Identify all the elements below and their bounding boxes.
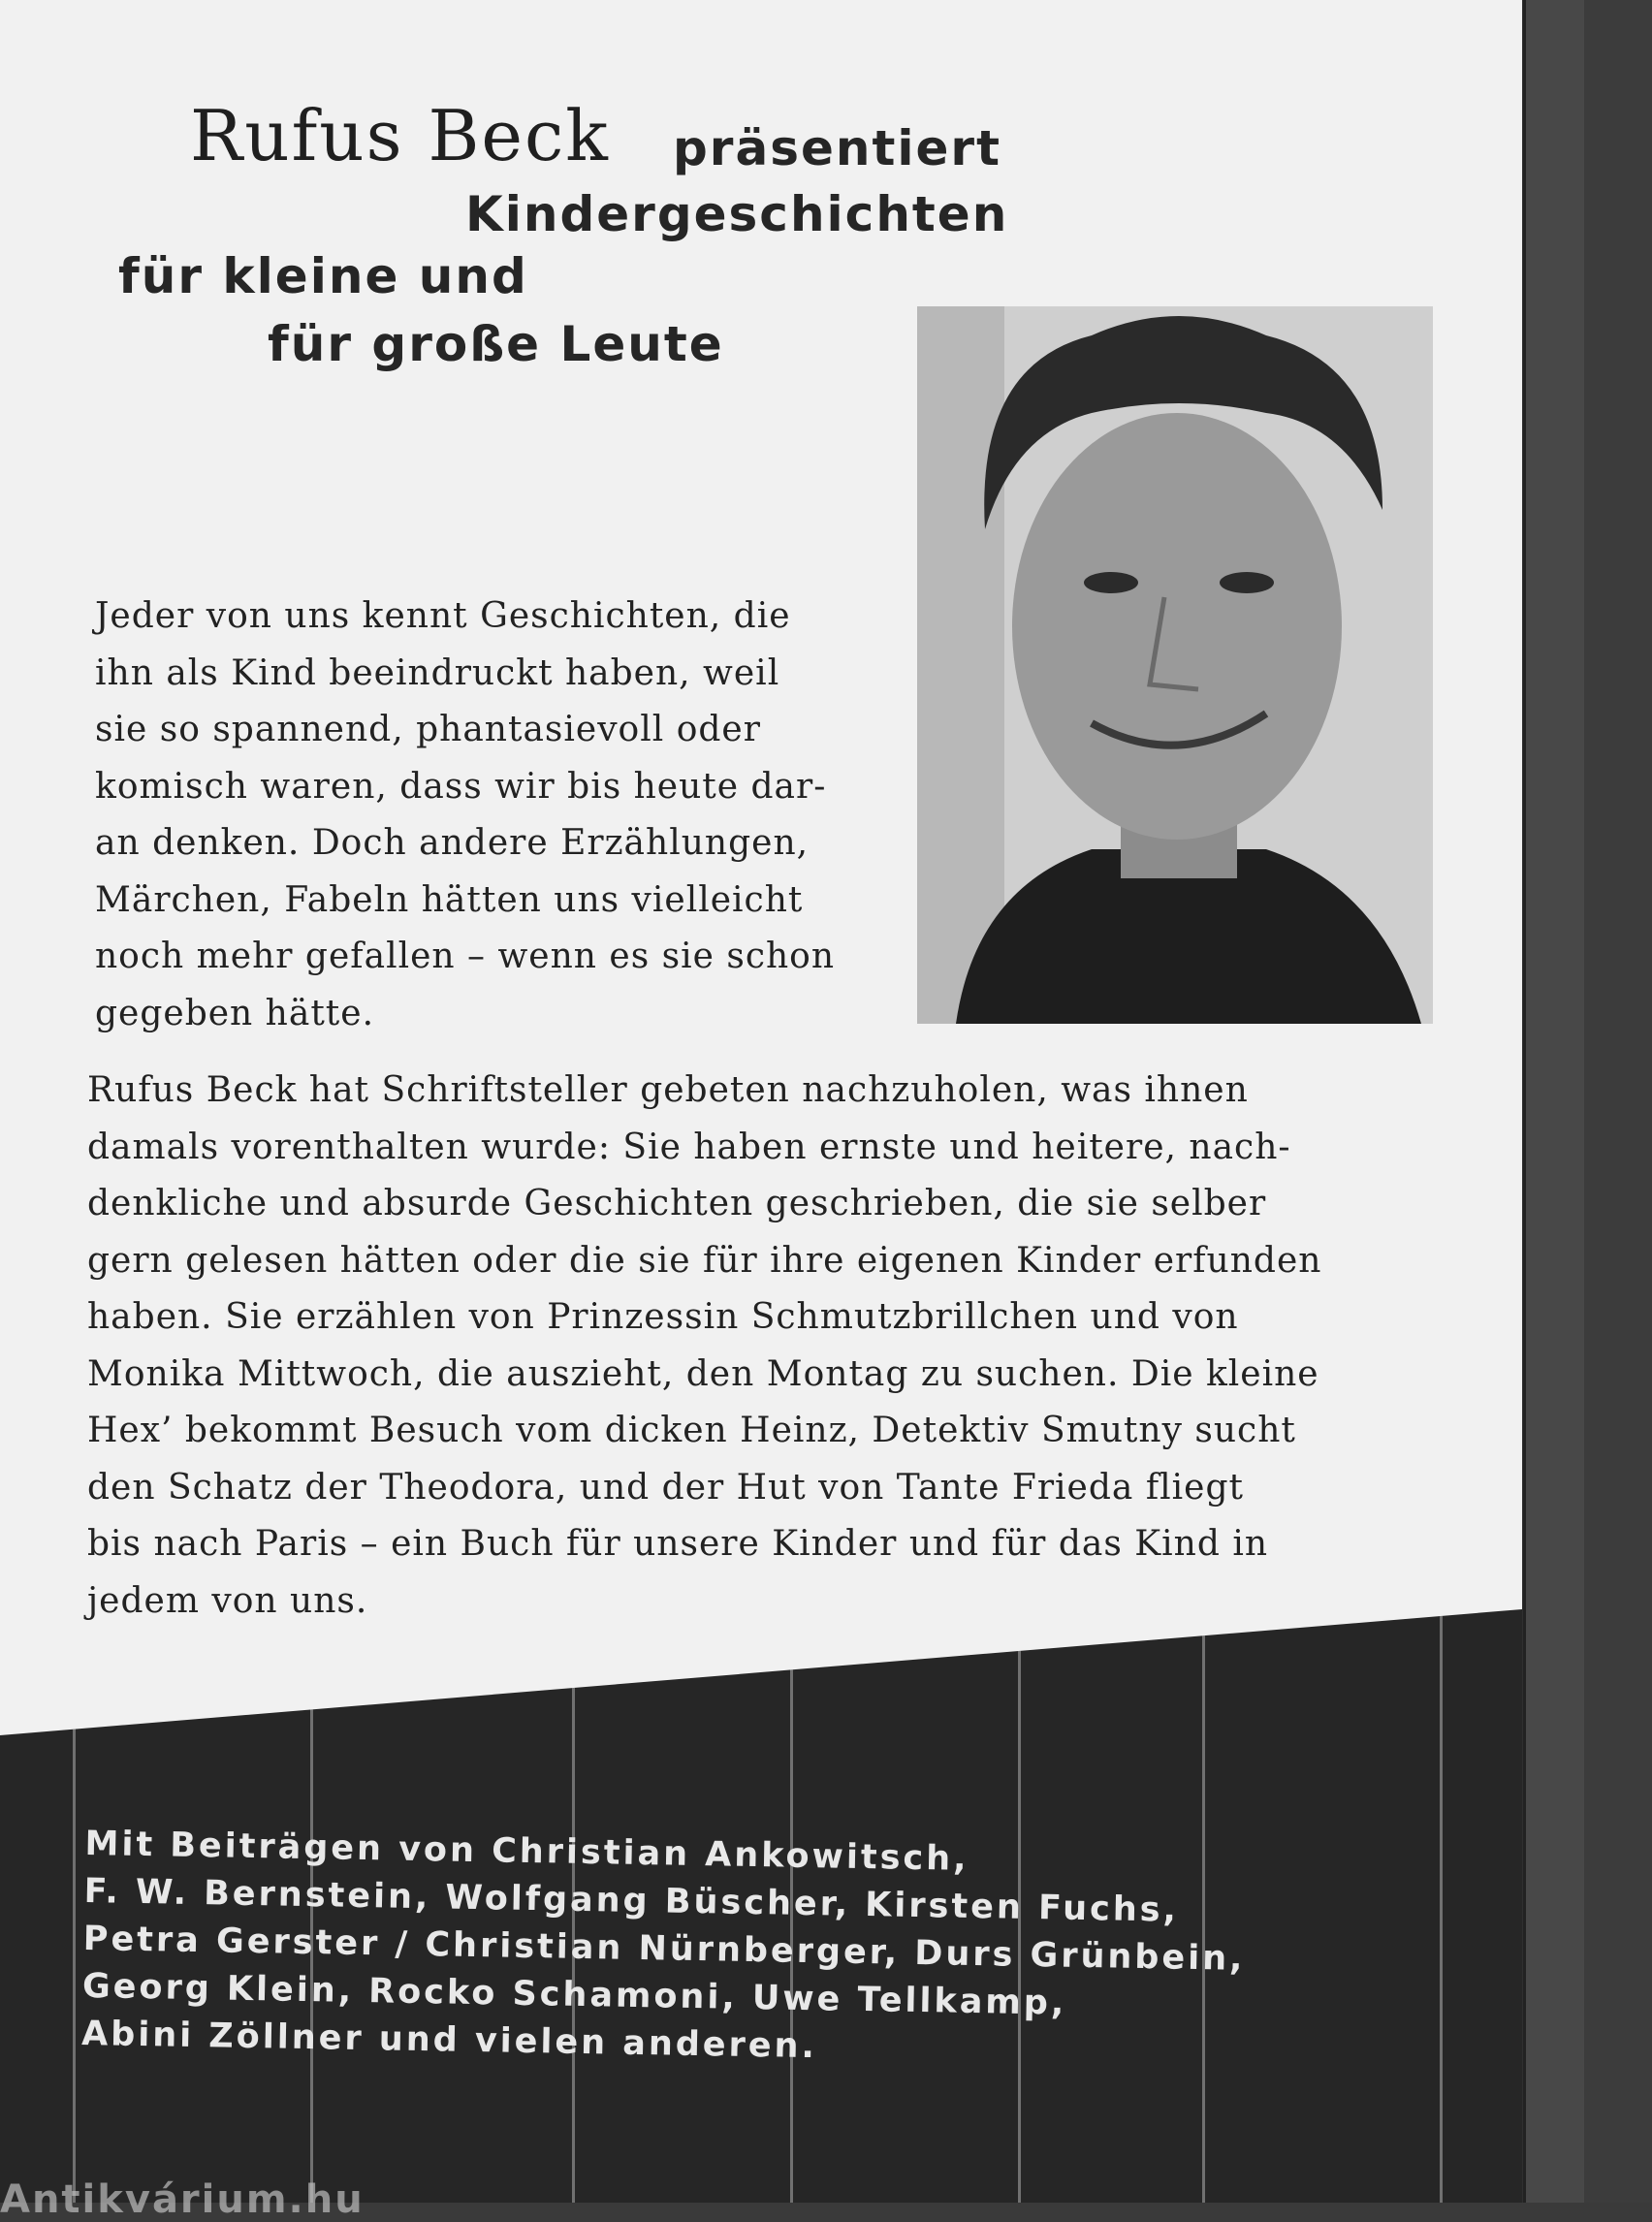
- title-line-3: für kleine und: [118, 248, 528, 304]
- description-line: den Schatz der Theodora, und der Hut von Tante Frieda fliegt: [87, 1467, 1244, 1508]
- intro-line: Jeder von uns kennt Geschichten, die: [95, 596, 791, 636]
- stripe: [73, 1726, 76, 2203]
- book-spine-edge: [1523, 0, 1652, 2203]
- contributors-line: Abini Zöllner und vielen anderen.: [80, 2014, 818, 2067]
- title-line-1: präsentiert: [673, 120, 1001, 176]
- description-line: bis nach Paris – ein Buch für unsere Kinder und für das Kind in: [87, 1524, 1269, 1564]
- description-line: jedem von uns.: [87, 1580, 368, 1621]
- intro-line: noch mehr gefallen – wenn es sie schon: [95, 936, 836, 976]
- intro-line: sie so spannend, phantasievoll oder: [95, 710, 761, 749]
- portrait-illustration: [917, 306, 1433, 1024]
- title-line-4: für große Leute: [268, 316, 724, 372]
- intro-line: Märchen, Fabeln hätten uns vielleicht: [95, 879, 804, 920]
- description-line: damals vorenthalten wurde: Sie haben ernste und heitere, nach-: [87, 1127, 1291, 1167]
- description-line: Monika Mittwoch, die auszieht, den Montag zu suchen. Die kleine: [87, 1353, 1319, 1394]
- author-name: Rufus Beck: [190, 95, 610, 176]
- intro-line: ihn als Kind beeindruckt haben, weil: [95, 652, 780, 693]
- contributors-line: Petra Gerster / Christian Nürnberger, Durs Grünbein,: [82, 1919, 1246, 1979]
- contributors-line: Georg Klein, Rocko Schamoni, Uwe Tellkamp,: [81, 1966, 1067, 2023]
- intro-line: gegeben hätte.: [95, 993, 375, 1033]
- stripe: [1440, 1613, 1443, 2203]
- description-paragraph: [87, 1063, 1321, 1630]
- description-line: Hex’ bekommt Besuch vom dicken Heinz, Detektiv Smutny sucht: [87, 1411, 1296, 1450]
- description-line: denkliche und absurde Geschichten geschrieben, die sie selber: [87, 1184, 1267, 1223]
- contributors-line: Mit Beiträgen von Christian Ankowitsch,: [84, 1824, 969, 1879]
- contributors-line: F. W. Bernstein, Wolfgang Büscher, Kirsten Fuchs,: [83, 1871, 1180, 1930]
- description-line: gern gelesen hätten oder die sie für ihre eigenen Kinder erfunden: [87, 1240, 1322, 1281]
- description-line: Rufus Beck hat Schriftsteller gebeten nachzuholen, was ihnen: [87, 1070, 1249, 1110]
- intro-line: an denken. Doch andere Erzählungen,: [95, 823, 810, 863]
- contributors-list: [81, 1821, 1248, 2079]
- intro-line: komisch waren, dass wir bis heute dar-: [95, 766, 827, 807]
- title-line-2: Kindergeschichten: [465, 186, 1009, 242]
- description-line: haben. Sie erzählen von Prinzessin Schmutzbrillchen und von: [87, 1297, 1239, 1337]
- intro-paragraph: [95, 588, 835, 1042]
- watermark: Antikvárium.hu: [0, 2177, 365, 2222]
- author-portrait: [917, 306, 1433, 1024]
